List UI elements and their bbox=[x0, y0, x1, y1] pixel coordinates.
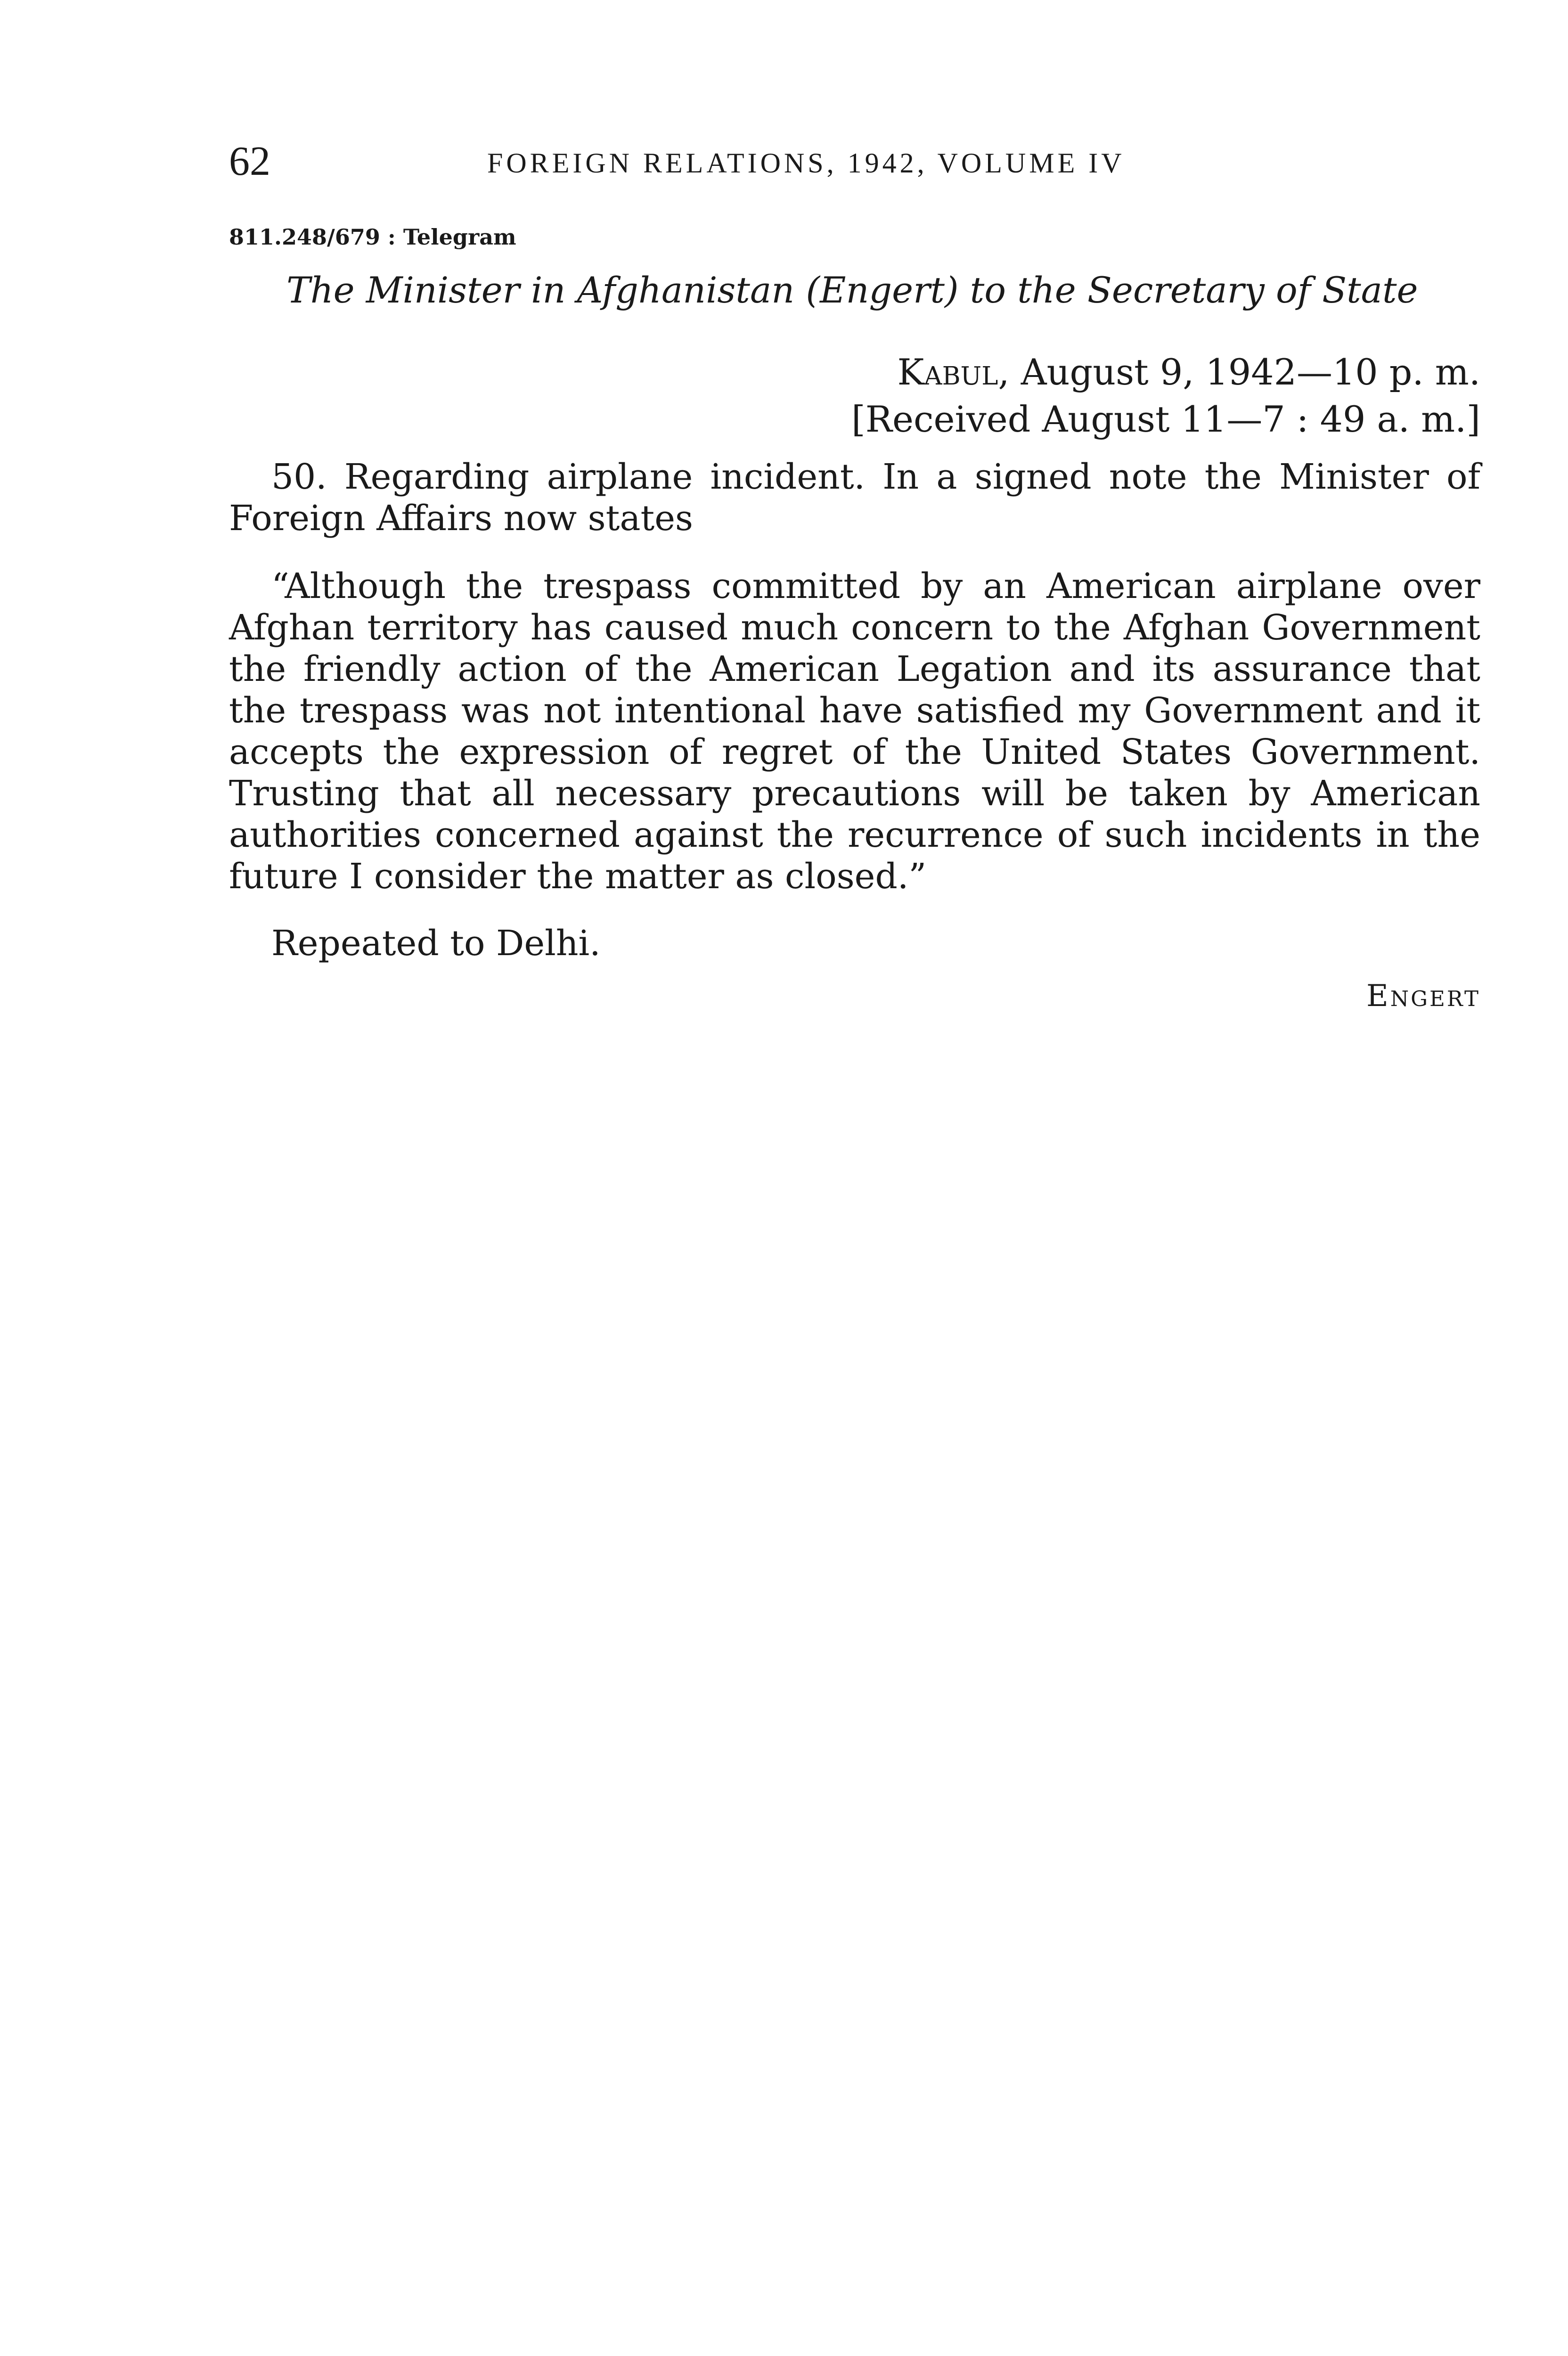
running-head: FOREIGN RELATIONS, 1942, VOLUME IV bbox=[487, 147, 1125, 179]
dateline-received: [Received August 11—7 : 49 a. m.] bbox=[851, 398, 1480, 440]
page-number: 62 bbox=[229, 139, 270, 184]
page-header bbox=[229, 136, 1482, 188]
dateline-sent bbox=[851, 349, 1480, 396]
dateline-place: Kabul bbox=[897, 351, 998, 393]
paragraph-intro: 50. Regarding airplane incident. In a signed note the Minister of Foreign Affairs now states bbox=[229, 457, 1480, 539]
document-title: The Minister in Afghanistan (Engert) to the Secretary of State bbox=[286, 269, 1418, 311]
document-reference: 811.248/679 : Telegram bbox=[229, 224, 516, 250]
paragraph-quotation: “Although the trespass committed by an American airplane over Afghan territory has caused much concern to the Afghan Government the friendly action of the American Legation and its assurance that the trespass was not intentional have satisfied my Government and it accepts the expression of regret of the United States Government. Trusting that all necessary precautions will be taken by American authorities concerned against the recurrence of such incidents in the future I consider the matter as closed.” bbox=[229, 566, 1480, 897]
dateline bbox=[851, 349, 1480, 443]
dateline-sent-date: , August 9, 1942—10 p. m. bbox=[998, 351, 1480, 393]
paragraph-repeated: Repeated to Delhi. bbox=[271, 923, 601, 964]
signature: Engert bbox=[1366, 979, 1480, 1014]
